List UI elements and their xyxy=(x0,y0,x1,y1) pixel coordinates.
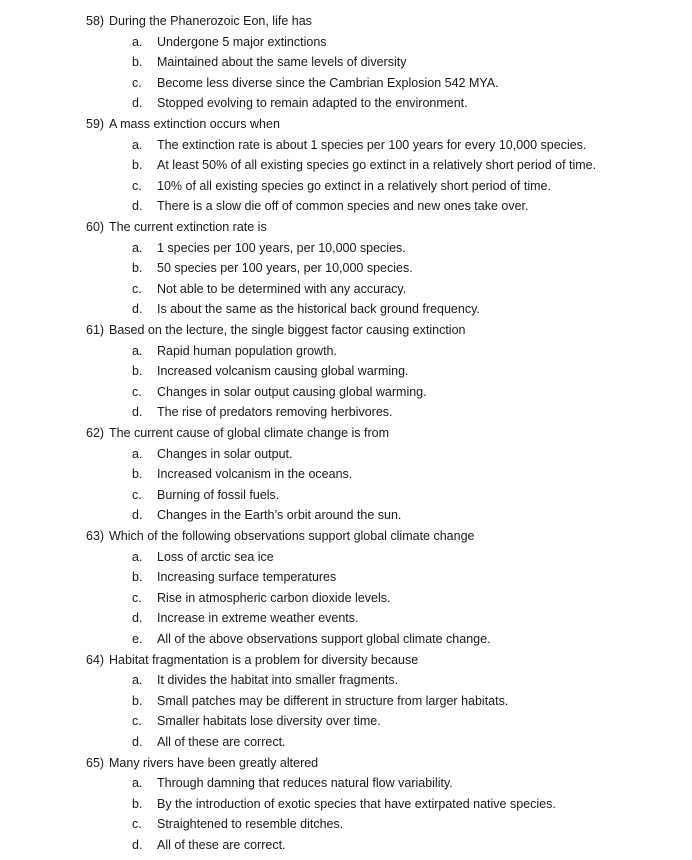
option-label: c. xyxy=(132,178,142,193)
option-text: Loss of arctic sea ice xyxy=(157,549,274,564)
option-text: Through damning that reduces natural flow variability. xyxy=(157,776,453,791)
question-number: 65) xyxy=(86,755,105,770)
option-text: Straightened to resemble ditches. xyxy=(157,817,344,832)
option-text: 1 species per 100 years, per 10,000 species. xyxy=(157,240,406,255)
option-label: d. xyxy=(132,508,143,523)
question-text: A mass extinction occurs when xyxy=(109,117,280,131)
option-label: a. xyxy=(132,446,143,461)
option-text: At least 50% of all existing species go extinct in a relatively short period of time. xyxy=(157,158,597,173)
option-text: The rise of predators removing herbivores. xyxy=(157,405,393,420)
question-number: 64) xyxy=(86,652,105,667)
option-text: 50 species per 100 years, per 10,000 species. xyxy=(157,261,413,276)
option-text: By the introduction of exotic species that have extirpated native species. xyxy=(157,796,556,811)
option-label: b. xyxy=(132,364,143,379)
option-label: a. xyxy=(132,549,143,564)
option-label: c. xyxy=(132,384,142,399)
option-text: All of the above observations support global climate change. xyxy=(157,632,491,646)
option-label: b. xyxy=(132,693,143,708)
option-text: Is about the same as the historical back ground frequency. xyxy=(157,302,480,317)
option-label: a. xyxy=(132,34,143,49)
question-text: Based on the lecture, the single biggest factor causing extinction xyxy=(109,323,466,337)
option-label: d. xyxy=(132,199,143,214)
question-number: 59) xyxy=(86,117,105,131)
option-label: a. xyxy=(132,673,143,688)
question-text: Many rivers have been greatly altered xyxy=(109,755,319,770)
option-label: c. xyxy=(132,817,142,832)
option-text: Rapid human population growth. xyxy=(157,343,337,358)
option-label: d. xyxy=(132,302,143,317)
option-label: a. xyxy=(132,137,143,152)
option-text: Changes in the Earth’s orbit around the sun. xyxy=(157,508,402,523)
option-label: b. xyxy=(132,467,143,482)
option-label: d. xyxy=(132,735,143,749)
option-text: Not able to be determined with any accuracy. xyxy=(157,281,407,296)
question-text: The current extinction rate is xyxy=(109,220,267,234)
option-text: It divides the habitat into smaller fragments. xyxy=(157,673,399,688)
option-text: Burning of fossil fuels. xyxy=(157,487,280,502)
question-number: 58) xyxy=(86,14,105,28)
option-text: Increased volcanism causing global warming. xyxy=(157,364,409,379)
question-text: During the Phanerozoic Eon, life has xyxy=(109,14,312,28)
option-text: There is a slow die off of common species and new ones take over. xyxy=(157,199,529,214)
option-label: b. xyxy=(132,796,143,811)
option-label: c. xyxy=(132,75,142,90)
question-text: Which of the following observations support global climate change xyxy=(109,529,475,543)
option-text: The extinction rate is about 1 species per 100 years for every 10,000 species. xyxy=(157,137,587,152)
option-text: Maintained about the same levels of diversity xyxy=(157,55,407,70)
option-text: Stopped evolving to remain adapted to the environment. xyxy=(157,96,468,111)
question-number: 60) xyxy=(86,220,105,234)
option-text: 10% of all existing species go extinct in a relatively short period of time. xyxy=(157,178,551,193)
option-label: a. xyxy=(132,240,143,255)
option-text: Increasing surface temperatures xyxy=(157,570,337,585)
option-label: d. xyxy=(132,405,143,420)
question-number: 62) xyxy=(86,426,105,440)
question-text: Habitat fragmentation is a problem for diversity because xyxy=(109,652,419,667)
option-label: c. xyxy=(132,281,142,296)
option-text: Rise in atmospheric carbon dioxide levels. xyxy=(157,590,391,605)
option-label: c. xyxy=(132,487,142,502)
option-text: Small patches may be different in structure from larger habitats. xyxy=(157,693,509,708)
option-label: d. xyxy=(132,96,143,111)
option-text: Changes in solar output causing global warming. xyxy=(157,384,427,399)
option-label: a. xyxy=(132,343,143,358)
option-label: b. xyxy=(132,158,143,173)
option-text: Increased volcanism in the oceans. xyxy=(157,467,353,482)
option-label: b. xyxy=(132,261,143,276)
option-text: Smaller habitats lose diversity over time. xyxy=(157,714,381,729)
question-number: 63) xyxy=(86,529,105,543)
option-label: a. xyxy=(132,776,143,791)
option-label: b. xyxy=(132,55,143,70)
option-label: d. xyxy=(132,611,143,626)
option-text: Increase in extreme weather events. xyxy=(157,611,359,626)
option-text: All of these are correct. xyxy=(157,735,286,749)
option-label: c. xyxy=(132,590,142,605)
option-label: b. xyxy=(132,570,143,585)
option-text: Changes in solar output. xyxy=(157,446,293,461)
option-text: Become less diverse since the Cambrian Explosion 542 MYA. xyxy=(157,75,499,90)
option-label: e. xyxy=(132,632,143,646)
option-label: c. xyxy=(132,714,142,729)
option-label: d. xyxy=(132,838,143,852)
option-text: All of these are correct. xyxy=(157,838,286,852)
question-text: The current cause of global climate change is from xyxy=(109,426,389,440)
question-number: 61) xyxy=(86,323,105,337)
option-text: Undergone 5 major extinctions xyxy=(157,34,327,49)
